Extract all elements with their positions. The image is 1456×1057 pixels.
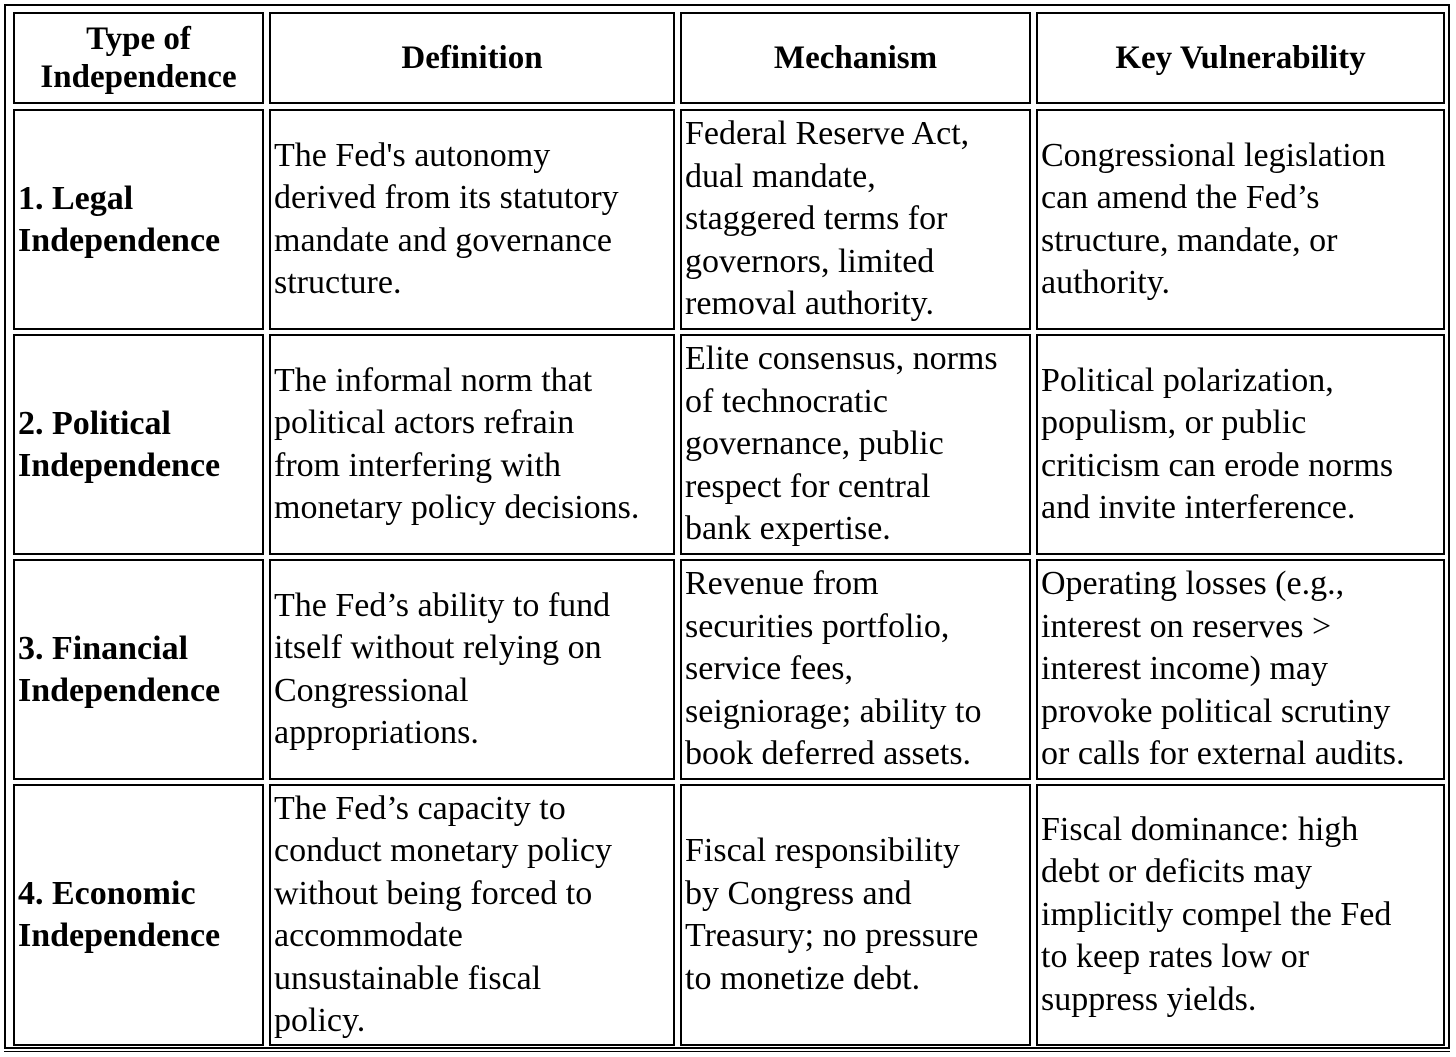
table-cell: The Fed’s ability to fund itself without relying on Congressional appropriations.: [274, 586, 611, 751]
row-political-vulnerability: [1036, 334, 1445, 555]
header-definition-label: Definition: [401, 40, 543, 76]
table-cell: Congressional legislation can amend the Fed’s structure, mandate, or authority.: [1041, 136, 1386, 301]
header-type-label: Type of Independence: [40, 21, 237, 95]
header-mechanism-label: Mechanism: [773, 40, 938, 76]
row-economic-vulnerability: [1036, 784, 1445, 1046]
header-vulnerability: [1036, 12, 1445, 104]
table-cell: Federal Reserve Act, dual mandate, staggered terms for governors, limited removal authority.: [685, 115, 970, 323]
row-financial-mechanism: [680, 559, 1031, 780]
table-cell: 1. Legal Independence: [18, 179, 221, 259]
row-financial-definition: [269, 559, 675, 780]
table-cell: 2. Political Independence: [18, 404, 221, 484]
table-cell: 3. Financial Independence: [18, 629, 221, 709]
row-legal-vulnerability: [1036, 109, 1445, 330]
row-political-definition: [269, 334, 675, 555]
row-political-mechanism: [680, 334, 1031, 555]
table-cell: Political polarization, populism, or public criticism can erode norms and invite interference.: [1041, 361, 1394, 526]
header-type: [13, 12, 264, 104]
header-definition: [269, 12, 675, 104]
table-cell: The informal norm that political actors refrain from interfering with monetary policy decisions.: [274, 361, 640, 526]
header-vulnerability-label: Key Vulnerability: [1115, 40, 1366, 76]
header-mechanism: [680, 12, 1031, 104]
row-political-type: [13, 334, 264, 555]
table-cell: 4. Economic Independence: [18, 875, 221, 954]
row-economic-definition: [269, 784, 675, 1046]
row-legal-mechanism: [680, 109, 1031, 330]
row-financial-type: [13, 559, 264, 780]
table-cell: The Fed's autonomy derived from its statutory mandate and governance structure.: [274, 136, 619, 301]
table-cell: Revenue from securities portfolio, service fees, seigniorage; ability to book deferred assets.: [685, 565, 982, 773]
divider: [4, 1051, 1450, 1052]
table-cell: The Fed’s capacity to conduct monetary policy without being forced to accommodate unsustainable fiscal policy.: [274, 789, 613, 1039]
row-economic-mechanism: [680, 784, 1031, 1046]
row-legal-definition: [269, 109, 675, 330]
table-cell: Fiscal responsibility by Congress and Treasury; no pressure to monetize debt.: [685, 832, 979, 997]
table-cell: Operating losses (e.g., interest on reserves > interest income) may provoke political scrutiny or calls for external audits.: [1041, 565, 1405, 773]
row-legal-type: [13, 109, 264, 330]
table-cell: Elite consensus, norms of technocratic governance, public respect for central bank expertise.: [685, 340, 998, 548]
row-economic-type: [13, 784, 264, 1046]
table-cell: Fiscal dominance: high debt or deficits may implicitly compel the Fed to keep rates low or suppress yields.: [1041, 810, 1392, 1018]
row-financial-vulnerability: [1036, 559, 1445, 780]
